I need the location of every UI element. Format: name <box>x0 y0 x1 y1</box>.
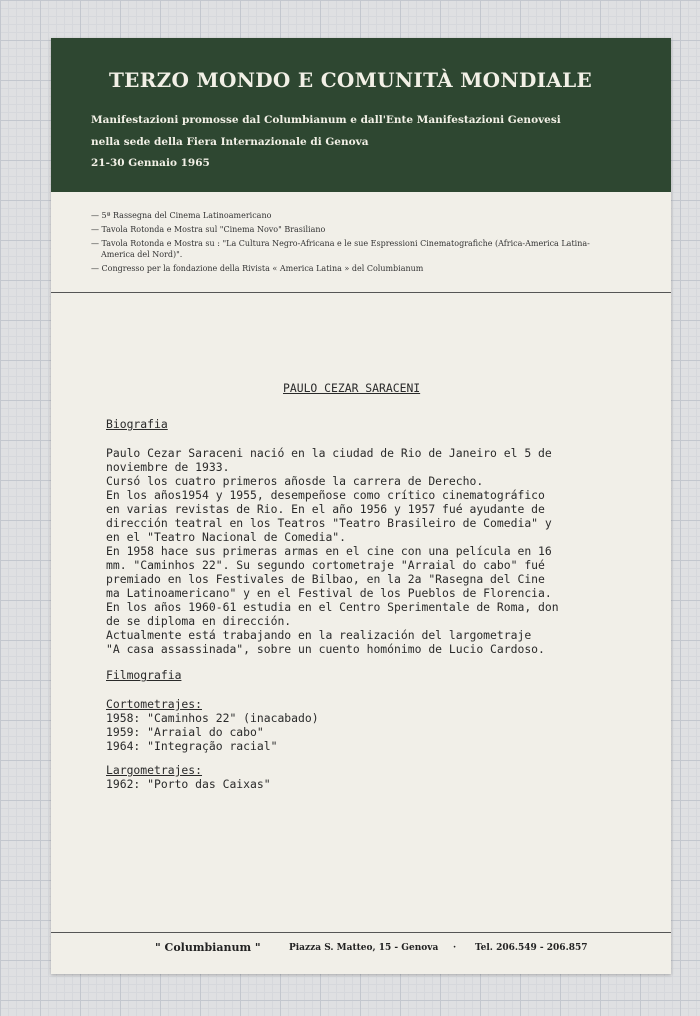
bio-line: En los años1954 y 1955, desempeñose como crítico cinematográfico <box>106 488 545 502</box>
bio-line: Cursó los cuatro primeros añosde la carrera de Derecho. <box>106 474 484 488</box>
letterhead-title: TERZO MONDO E COMUNITÀ MONDIALE <box>109 68 593 92</box>
footer-divider <box>51 932 671 933</box>
letterhead-subtitle-line2: nella sede della Fiera Internazionale di Genova <box>91 136 369 148</box>
filmography-heading: Filmografia <box>106 668 182 682</box>
short-film-item: 1958: "Caminhos 22" (inacabado) <box>106 711 319 725</box>
letterhead-sheet <box>51 38 671 974</box>
bio-line: En 1958 hace sus primeras armas en el cine con una película en 16 <box>106 544 552 558</box>
shorts-heading: Cortometrajes: <box>106 697 203 711</box>
document-title: PAULO CEZAR SARACENI <box>283 381 421 395</box>
bio-line: premiado en los Festivales de Bilbao, en la 2a "Rasegna del Cine <box>106 572 545 586</box>
event-item-continued: America del Nord)". <box>101 250 183 259</box>
bio-line: en el "Teatro Nacional de Comedia". <box>106 530 347 544</box>
features-heading: Largometrajes: <box>106 763 203 777</box>
bio-line: mm. "Caminhos 22". Su segundo cortometraje "Arraial do cabo" fué <box>106 558 545 572</box>
header-divider <box>51 292 671 293</box>
event-item: — Tavola Rotonda e Mostra sul "Cinema Novo" Brasiliano <box>91 225 326 234</box>
event-item: — 5ª Rassegna del Cinema Latinoamericano <box>91 211 272 220</box>
letterhead-dates: 21-30 Gennaio 1965 <box>91 157 210 169</box>
letterhead-footer <box>51 938 671 958</box>
bio-line: noviembre de 1933. <box>106 460 230 474</box>
footer-address: Piazza S. Matteo, 15 - Genova <box>289 943 439 953</box>
bio-line: Paulo Cezar Saraceni nació en la ciudad de Rio de Janeiro el 5 de <box>106 446 552 460</box>
letterhead-subtitle-line1: Manifestazioni promosse dal Columbianum e dall'Ente Manifestazioni Genovesi <box>91 114 561 126</box>
event-item: — Congresso per la fondazione della Rivista « America Latina » del Columbianum <box>91 264 424 273</box>
event-item: — Tavola Rotonda e Mostra su : "La Cultura Negro-Africana e le sue Espressioni Cinematografiche (Africa-America Latina- <box>91 239 590 248</box>
bio-line: Actualmente está trabajando en la realización del largometraje <box>106 628 532 642</box>
bio-line: dirección teatral en los Teatros "Teatro Brasileiro de Comedia" y <box>106 516 552 530</box>
feature-film-item: 1962: "Porto das Caixas" <box>106 777 271 791</box>
bio-line: En los años 1960-61 estudia en el Centro Sperimentale de Roma, don <box>106 600 559 614</box>
short-film-item: 1959: "Arraial do cabo" <box>106 725 264 739</box>
bio-line: en varias revistas de Rio. En el año 1956 y 1957 fué ayudante de <box>106 502 545 516</box>
bio-line: ma Latinoamericano" y en el Festival de los Pueblos de Florencia. <box>106 586 552 600</box>
event-list <box>91 210 661 277</box>
letterhead-header <box>51 38 671 192</box>
bio-line: de se diploma en dirección. <box>106 614 292 628</box>
biography-heading: Biografia <box>106 417 168 431</box>
bio-line: "A casa assassinada", sobre un cuento homónimo de Lucio Cardoso. <box>106 642 545 656</box>
footer-phone: Tel. 206.549 - 206.857 <box>475 943 588 953</box>
footer-separator: · <box>453 943 457 953</box>
footer-organization: " Columbianum " <box>155 941 261 954</box>
short-film-item: 1964: "Integração racial" <box>106 739 278 753</box>
